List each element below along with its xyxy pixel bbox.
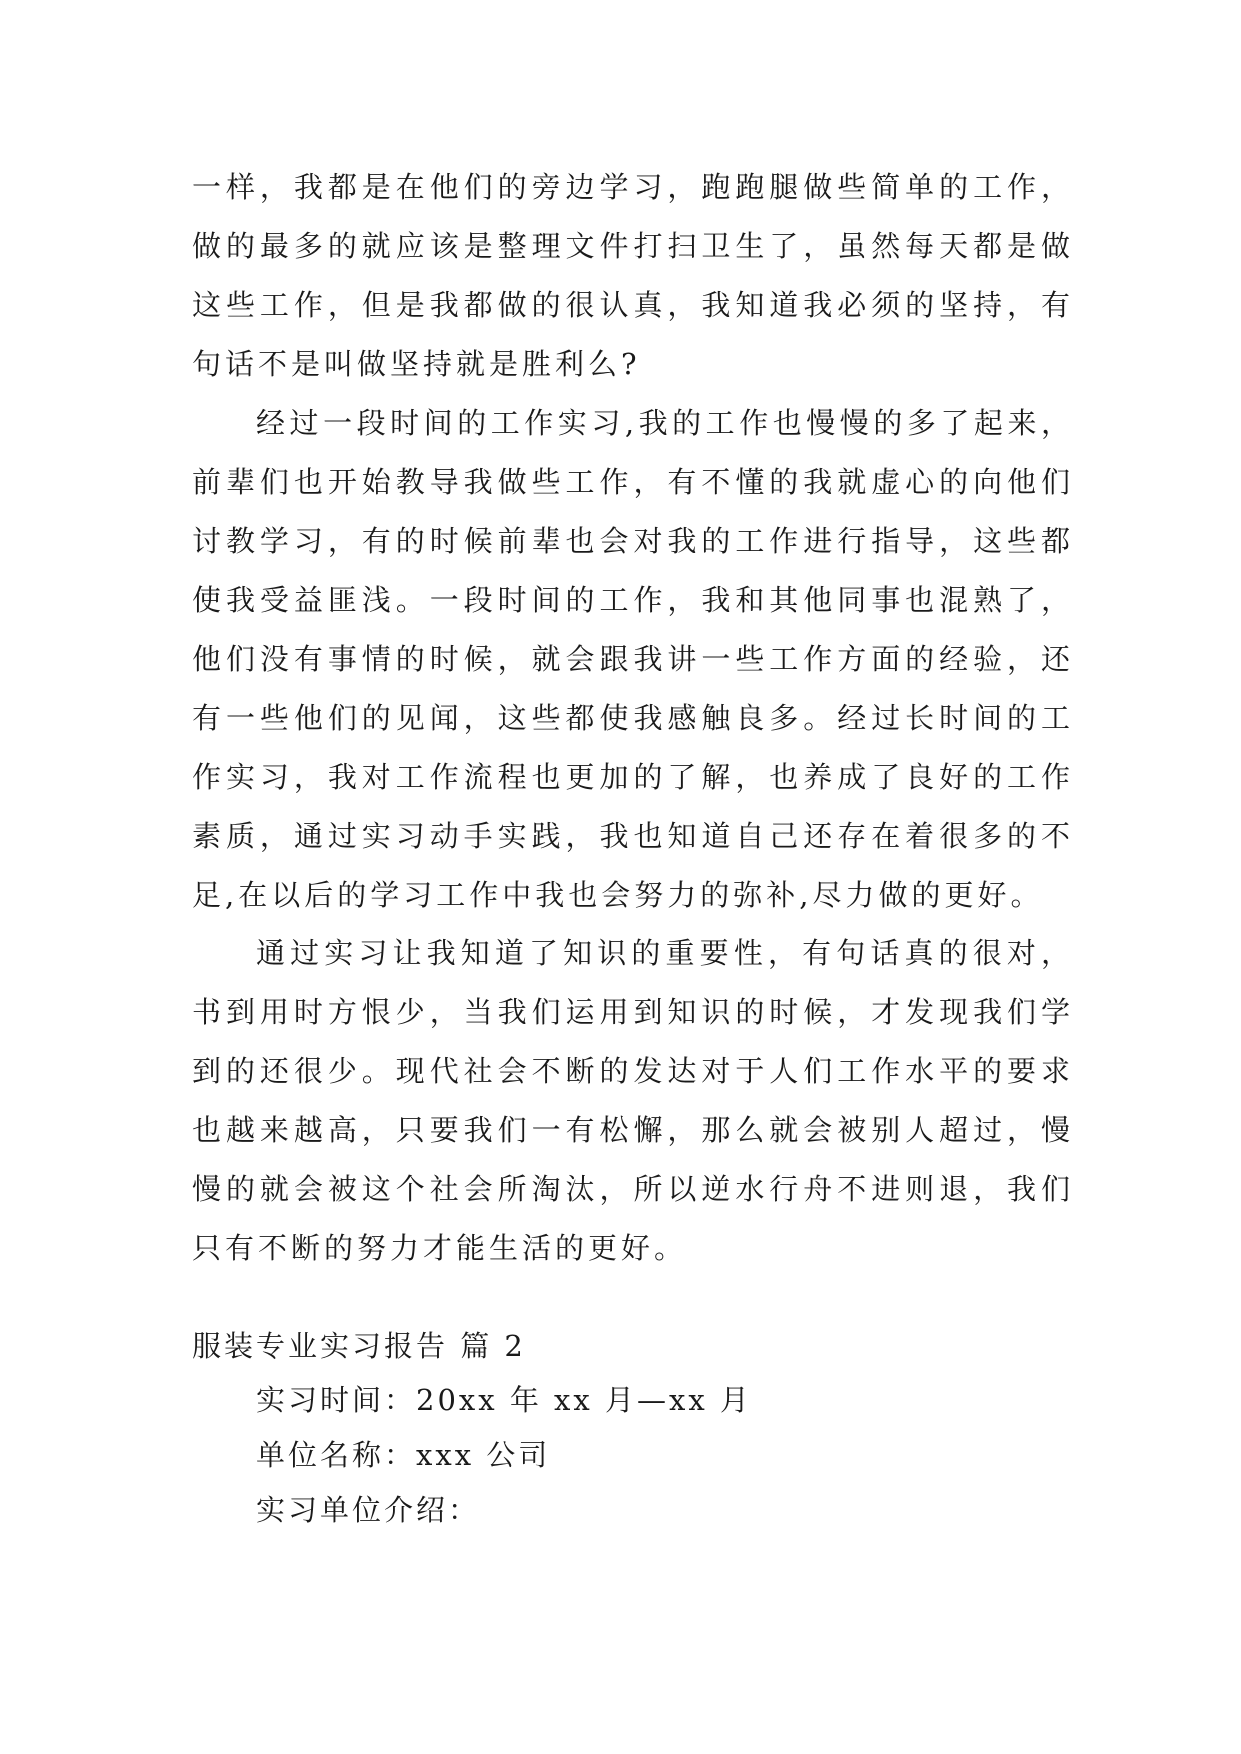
company-name-line: 单位名称：xxx 公司 — [256, 1438, 551, 1472]
paragraph-work-experience: 经过一段时间的工作实习,我的工作也慢慢的多了起来，前辈们也开始教导我做些工作，有不懂的我就虚心的向他们讨教学习，有的时候前辈也会对我的工作进行指导，这些都使我受益匪浅。一段时间的工作，我和其他同事也混熟了，他们没有事情的时候，就会跟我讲一些工作方面的经验，还有一些他们的见闻，这些都使我感触良多。经过长时间的工作实习，我对工作流程也更加的了解，也养成了良好的工作素质，通过实习动手实践，我也知道自己还存在着很多的不足,在以后的学习工作中我也会努力的弥补,尽力做的更好。 — [192, 406, 1074, 912]
section-heading: 服装专业实习报告 篇 2 — [192, 1329, 526, 1363]
paragraph-knowledge-importance: 通过实习让我知道了知识的重要性，有句话真的很对，书到用时方恨少，当我们运用到知识的时候，才发现我们学到的还很少。现代社会不断的发达对于人们工作水平的要求也越来越高，只要我们一有松懈，那么就会被别人超过，慢慢的就会被这个社会所淘汰，所以逆水行舟不进则退，我们只有不断的努力才能生活的更好。 — [192, 936, 1074, 1265]
internship-time-line: 实习时间：20xx 年 xx 月—xx 月 — [256, 1383, 752, 1417]
paragraph-continuation: 一样，我都是在他们的旁边学习，跑跑腿做些简单的工作，做的最多的就应该是整理文件打扫卫生了，虽然每天都是做这些工作，但是我都做的很认真，我知道我必须的坚持，有句话不是叫做坚持就是胜利么? — [192, 170, 1074, 381]
company-intro-line: 实习单位介绍： — [256, 1493, 481, 1527]
